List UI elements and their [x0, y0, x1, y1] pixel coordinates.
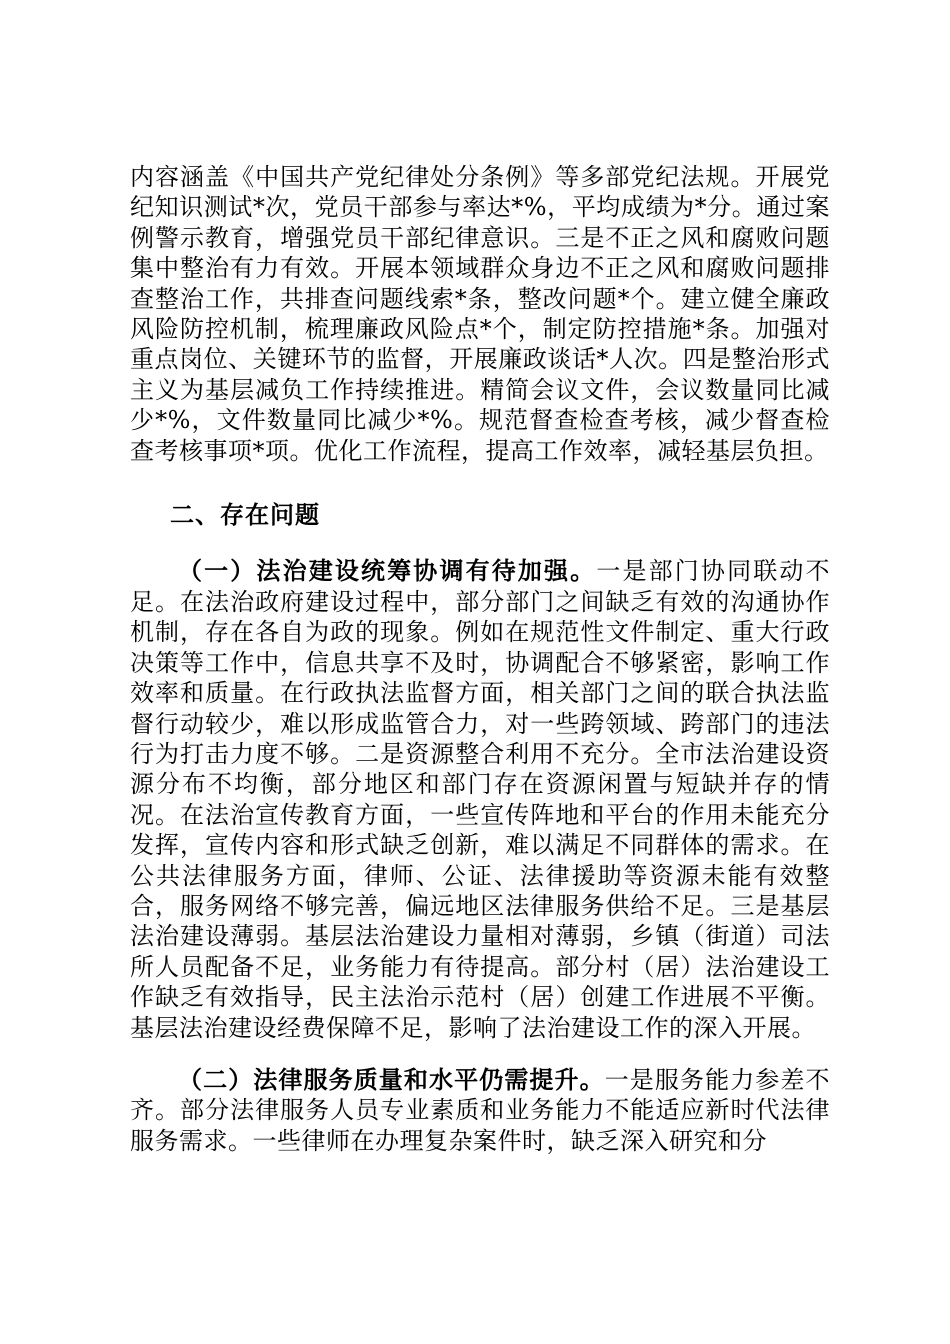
section-heading: 二、存在问题	[170, 500, 320, 530]
item-1-paragraph	[130, 556, 830, 1043]
document-body	[130, 162, 830, 1156]
item-2-lead: （二）法律服务质量和水平仍需提升。	[178, 1064, 605, 1094]
item-2-body: 一是服务能力参差不齐。部分法律服务人员专业素质和业务能力不能适应新时代法律服务需求。一些律师在办理复杂案件时，缺乏深入研究和分	[130, 1065, 831, 1155]
item-1-body: 一是部门协同联动不足。在法治政府建设过程中，部分部门之间缺乏有效的沟通协作机制，存在各自为政的现象。例如在规范性文件制定、重大行政决策等工作中，信息共享不及时，协调配合不够紧密，影响工作效率和质量。在行政执法监督方面，相关部门之间的联合执法监督行动较少，难以形成监管合力，对一些跨领域、跨部门的违法行为打击力度不够。二是资源整合利用不充分。全市法治建设资源分布不均衡，部分地区和部门存在资源闲置与短缺并存的情况。在法治宣传教育方面，一些宣传阵地和平台的作用未能充分发挥，宣传内容和形式缺乏创新，难以满足不同群体的需求。在公共法律服务方面，律师、公证、法律援助等资源未能有效整合，服务网络不够完善，偏远地区法律服务供给不足。三是基层法治建设薄弱。基层法治建设力量相对薄弱，乡镇（街道）司法所人员配备不足，业务能力有待提高。部分村（居）法治建设工作缺乏有效指导，民主法治示范村（居）创建工作进展不平衡。基层法治建设经费保障不足，影响了法治建设工作的深入开展。	[130, 557, 831, 1042]
item-2-paragraph	[130, 1065, 830, 1156]
item-1-lead: （一）法治建设统筹协调有待加强。	[178, 556, 597, 586]
paragraph-continued: 内容涵盖《中国共产党纪律处分条例》等多部党纪法规。开展党纪知识测试*次，党员干部参与率达*%，平均成绩为*分。通过案例警示教育，增强党员干部纪律意识。三是不正之风和腐败问题集中整治有力有效。开展本领域群众身边不正之风和腐败问题排查整治工作，共排查问题线索*条，整改问题*个。建立健全廉政风险防控机制，梳理廉政风险点*个，制定防控措施*条。加强对重点岗位、关键环节的监督，开展廉政谈话*人次。四是整治形式主义为基层减负工作持续推进。精简会议文件，会议数量同比减少*%，文件数量同比减少*%。规范督查检查考核，减少督查检查考核事项*项。优化工作流程，提高工作效率，减轻基层负担。	[130, 163, 830, 465]
